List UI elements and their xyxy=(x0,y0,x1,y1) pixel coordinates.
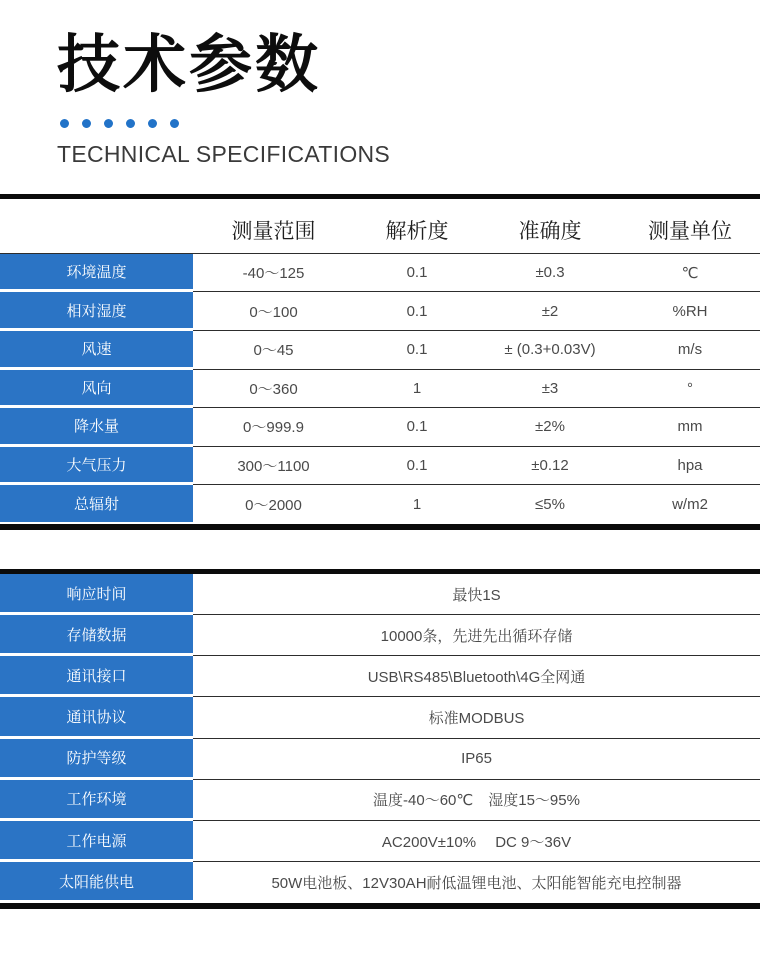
cell-resolution: 0.1 xyxy=(406,341,428,359)
row-label: 响应时间 xyxy=(0,574,193,612)
row-label: 工作环境 xyxy=(0,780,193,818)
cell-unit: m/s xyxy=(677,341,703,359)
table-row xyxy=(0,821,760,862)
row-value: 最快1S xyxy=(193,574,760,615)
page-title: 技术参数 xyxy=(57,30,321,100)
accent-dot xyxy=(104,119,113,128)
spec-header-spacer xyxy=(0,199,193,253)
row-label: 存储数据 xyxy=(0,615,193,653)
col-header-unit: 测量单位 xyxy=(648,219,732,243)
spec-table-header xyxy=(0,199,760,254)
cell-accuracy: ±2 xyxy=(541,302,559,320)
cell-range: 0～360 xyxy=(249,380,298,398)
cell-resolution: 0.1 xyxy=(406,302,428,320)
cell-range: 0～2000 xyxy=(245,497,302,515)
accent-dot xyxy=(82,119,91,128)
cell-range: 0～45 xyxy=(253,342,294,360)
table-row xyxy=(0,485,760,524)
cell-accuracy: ±2% xyxy=(535,418,565,436)
table-row xyxy=(0,254,760,293)
cell-unit: hpa xyxy=(677,457,703,475)
table-row xyxy=(0,780,760,821)
row-value: 10000条，先进先出循环存储 xyxy=(193,615,760,656)
accent-dot xyxy=(126,119,135,128)
cell-unit: w/m2 xyxy=(672,496,708,514)
page-subtitle: TECHNICAL SPECIFICATIONS xyxy=(57,140,391,167)
row-value: AC200V±10% DC 9～36V xyxy=(193,821,760,862)
cell-unit: ℃ xyxy=(681,264,699,282)
row-value: IP65 xyxy=(193,739,760,780)
spec-table xyxy=(0,194,760,530)
cell-resolution: 0.1 xyxy=(406,457,428,475)
row-label: 风向 xyxy=(0,370,193,406)
row-value: USB\RS485\Bluetooth\4G全网通 xyxy=(193,656,760,697)
cell-resolution: 0.1 xyxy=(406,264,428,282)
row-label: 工作电源 xyxy=(0,821,193,859)
cell-resolution: 0.1 xyxy=(406,418,428,436)
row-label: 降水量 xyxy=(0,408,193,444)
col-header-resolution: 解析度 xyxy=(385,219,449,243)
cell-range: 300～1100 xyxy=(237,458,310,476)
col-header-accuracy: 准确度 xyxy=(518,219,582,243)
cell-range: 0～100 xyxy=(249,303,298,321)
row-label: 总辐射 xyxy=(0,485,193,522)
table-row xyxy=(0,574,760,615)
cell-range: 0～999.9 xyxy=(243,419,304,437)
table-row xyxy=(0,331,760,370)
table-row xyxy=(0,370,760,409)
col-header-range: 测量范围 xyxy=(231,219,316,243)
table-row xyxy=(0,656,760,697)
row-value: 标准MODBUS xyxy=(193,697,760,738)
page-header xyxy=(0,0,760,168)
accent-dot xyxy=(60,119,69,128)
table-row xyxy=(0,408,760,447)
table-row xyxy=(0,697,760,738)
row-label: 防护等级 xyxy=(0,739,193,777)
table-row xyxy=(0,862,760,903)
cell-accuracy: ±3 xyxy=(541,379,559,397)
accent-dot xyxy=(170,119,179,128)
row-label: 环境温度 xyxy=(0,254,193,290)
accent-dot xyxy=(148,119,157,128)
table-row xyxy=(0,292,760,331)
row-label: 通讯接口 xyxy=(0,656,193,694)
cell-accuracy: ≤5% xyxy=(535,496,565,514)
row-value: 50W电池板、12V30AH耐低温锂电池、太阳能智能充电控制器 xyxy=(271,875,682,893)
table-row xyxy=(0,447,760,486)
cell-range: -40～125 xyxy=(242,265,305,283)
cell-resolution: 1 xyxy=(412,379,422,397)
cell-unit: ° xyxy=(687,379,693,397)
cell-resolution: 1 xyxy=(412,496,422,514)
row-label: 太阳能供电 xyxy=(0,862,193,900)
cell-accuracy: ± (0.3+0.03V) xyxy=(504,341,596,359)
info-table xyxy=(0,569,760,910)
table-row xyxy=(0,739,760,780)
cell-accuracy: ±0.12 xyxy=(531,457,569,475)
row-label: 风速 xyxy=(0,331,193,367)
row-label: 相对湿度 xyxy=(0,292,193,328)
row-label: 通讯协议 xyxy=(0,697,193,735)
cell-accuracy: ±0.3 xyxy=(535,264,565,282)
row-value: 温度-40～60℃ 湿度15～95% xyxy=(193,780,760,821)
cell-unit: %RH xyxy=(672,302,708,320)
row-label: 大气压力 xyxy=(0,447,193,483)
cell-unit: mm xyxy=(677,418,703,436)
accent-dots xyxy=(60,119,760,128)
table-row xyxy=(0,615,760,656)
